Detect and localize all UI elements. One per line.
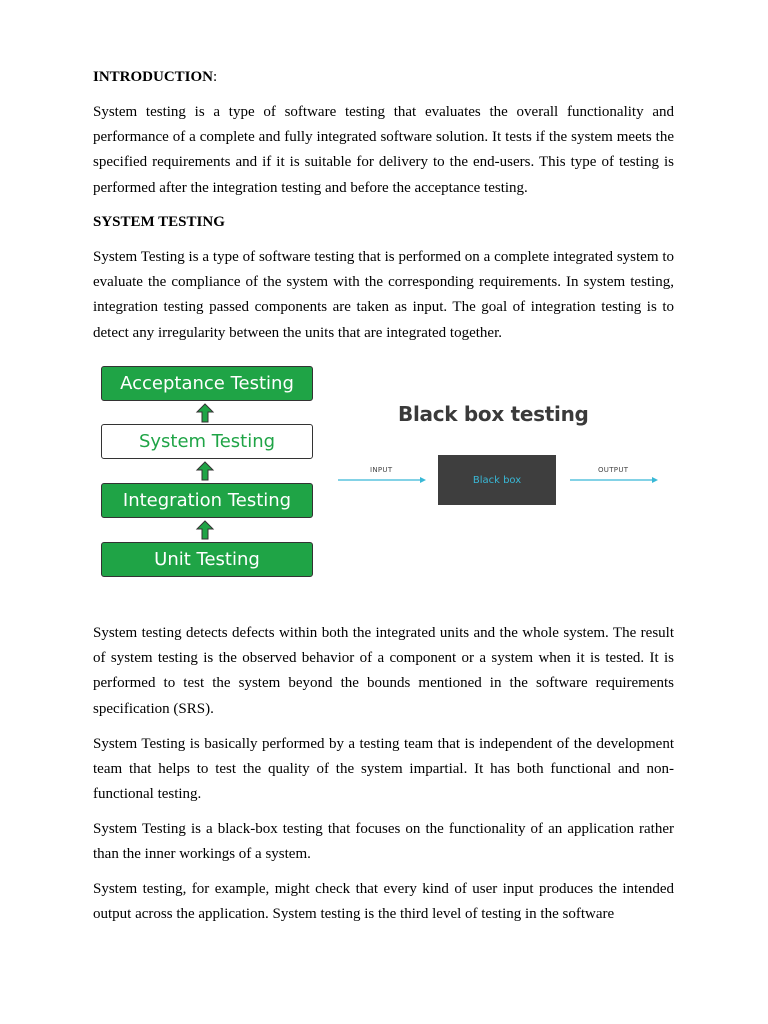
up-arrow-icon xyxy=(195,461,215,481)
testing-levels-diagram xyxy=(101,366,316,581)
up-arrow-icon xyxy=(195,403,215,423)
system-testing-paragraph: System Testing is a type of software testing that is performed on a complete integrated system to evaluate the compliance of the system with the corresponding requirements. In system testing, integration testing passed components are taken as input. The goal of integration testing is to detect any irregularity between the units that are integrated together. xyxy=(93,249,674,341)
introduction-heading: INTRODUCTION: xyxy=(93,69,218,85)
input-arrow-icon xyxy=(338,476,426,484)
black-box-title: Black box testing xyxy=(398,402,589,426)
level-integration-testing: Integration Testing xyxy=(101,483,313,518)
up-arrow-icon xyxy=(195,520,215,540)
level-system-testing: System Testing xyxy=(101,424,313,459)
body-paragraph-1: System testing detects defects within both the integrated units and the whole system. The result of system testing is the observed behavior of a component or a system when it is tested. It is performed to test the system beyond the bounds mentioned in the software requirements specification (SRS). xyxy=(93,625,674,717)
black-box: Black box xyxy=(438,455,556,505)
level-acceptance-testing: Acceptance Testing xyxy=(101,366,313,401)
body-paragraph-3: System Testing is a black-box testing that focuses on the functionality of an application rather than the inner workings of a system. xyxy=(93,821,674,863)
introduction-paragraph: System testing is a type of software testing that evaluates the overall functionality and performance of a complete and fully integrated software solution. It tests if the system meets the specified requirements and if it is suitable for delivery to the end-users. This type of testing is performed after the integration testing and before the acceptance testing. xyxy=(93,104,674,196)
black-box-diagram xyxy=(336,460,658,510)
level-unit-testing: Unit Testing xyxy=(101,542,313,577)
input-label: INPUT xyxy=(370,466,393,474)
body-paragraph-4: System testing, for example, might check that every kind of user input produces the intended output across the application. System testing is the third level of testing in the software xyxy=(93,881,674,923)
output-label: OUTPUT xyxy=(598,466,629,474)
output-arrow-icon xyxy=(570,476,658,484)
system-testing-heading: SYSTEM TESTING xyxy=(93,214,225,230)
body-paragraph-2: System Testing is basically performed by a testing team that is independent of the development team that helps to test the quality of the system impartial. It has both functional and non-functional testing. xyxy=(93,736,674,803)
